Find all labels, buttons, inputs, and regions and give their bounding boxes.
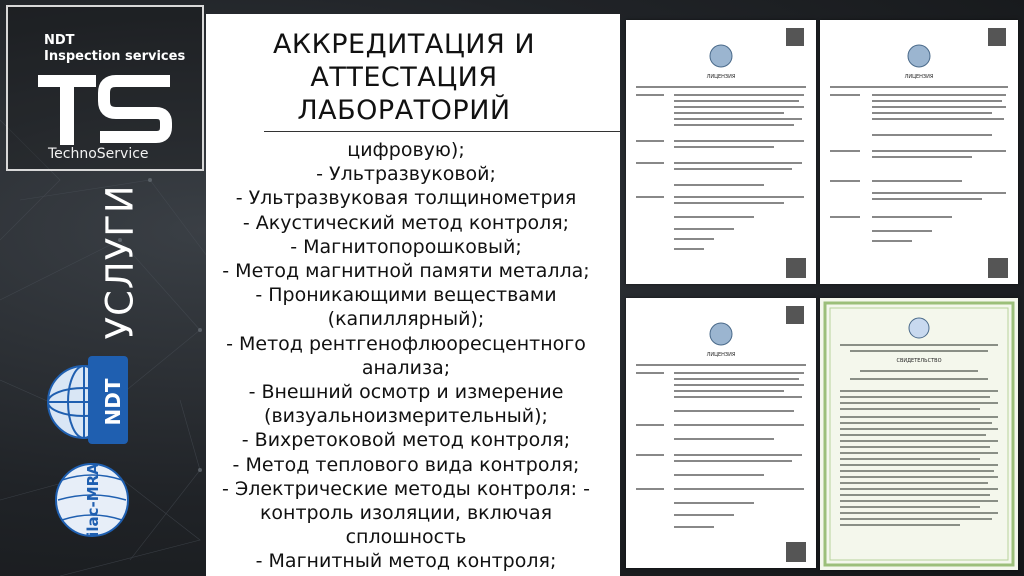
page-title	[206, 28, 602, 127]
license-1-page	[626, 20, 816, 284]
brand-name: TechnoService	[48, 146, 149, 162]
brand-line2: Inspection services	[44, 49, 186, 64]
service-item: (капиллярный);	[327, 308, 485, 331]
brand-logo	[6, 5, 204, 171]
service-item: - Проникающими веществами	[255, 284, 557, 307]
service-item: - Метод теплового вида контроля;	[232, 453, 580, 476]
license-2-page	[820, 20, 1018, 284]
ndt-globe-logo-icon	[44, 352, 136, 448]
accreditation-certificate[interactable]	[820, 298, 1018, 570]
service-item: - Электрические методы контроля: -	[222, 477, 590, 500]
license-document-1[interactable]	[626, 20, 816, 284]
ilac-mra-logo-icon	[52, 450, 132, 550]
title-line-2: АТТЕСТАЦИЯ	[310, 62, 498, 93]
svg-text:NDT: NDT	[101, 378, 125, 426]
service-item: анализа;	[361, 356, 451, 379]
section-label: УСЛУГИ	[98, 184, 142, 340]
service-item: - Магнитный метод контроля;	[255, 550, 557, 573]
service-item: - Ультразвуковая толщинометрия	[235, 187, 577, 210]
service-item: - Вихретоковой метод контроля;	[241, 429, 571, 452]
brand-line1: NDT	[44, 33, 75, 48]
service-item: - Метод магнитной памяти металла;	[222, 260, 590, 283]
license-3-page	[626, 298, 816, 568]
license-3-heading: ЛИЦЕНЗИЯ	[706, 352, 736, 358]
certificate-page	[820, 298, 1018, 570]
service-item: (визуальноизмерительный);	[264, 405, 548, 428]
service-item: сплошность	[345, 526, 467, 549]
license-1-heading: ЛИЦЕНЗИЯ	[706, 74, 736, 80]
service-item: контроль изоляции, включая	[259, 502, 553, 525]
license-document-3[interactable]	[626, 298, 816, 568]
title-line-3: ЛАБОРАТОРИЙ	[297, 95, 511, 126]
ts-monogram-icon	[38, 75, 178, 145]
brand-tagline	[44, 33, 185, 65]
title-line-1: АККРЕДИТАЦИЯ И	[272, 29, 536, 60]
service-item: - Акустический метод контроля;	[242, 211, 570, 234]
certificate-heading: СВИДЕТЕЛЬСТВО	[896, 358, 942, 364]
content-panel	[206, 14, 620, 576]
ilac-text: ilac-MRA	[84, 463, 102, 537]
license-document-2[interactable]	[820, 20, 1018, 284]
service-item: - Внешний осмотр и измерение	[248, 381, 564, 404]
license-2-heading: ЛИЦЕНЗИЯ	[904, 74, 934, 80]
service-item: цифровую);	[347, 139, 465, 161]
services-list	[206, 138, 606, 574]
title-divider	[264, 131, 620, 132]
service-item: - Магнитопорошковый;	[290, 235, 522, 258]
service-item: - Ультразвуковой;	[316, 163, 496, 186]
service-item: - Метод рентгенофлюоресцентного	[226, 332, 586, 355]
